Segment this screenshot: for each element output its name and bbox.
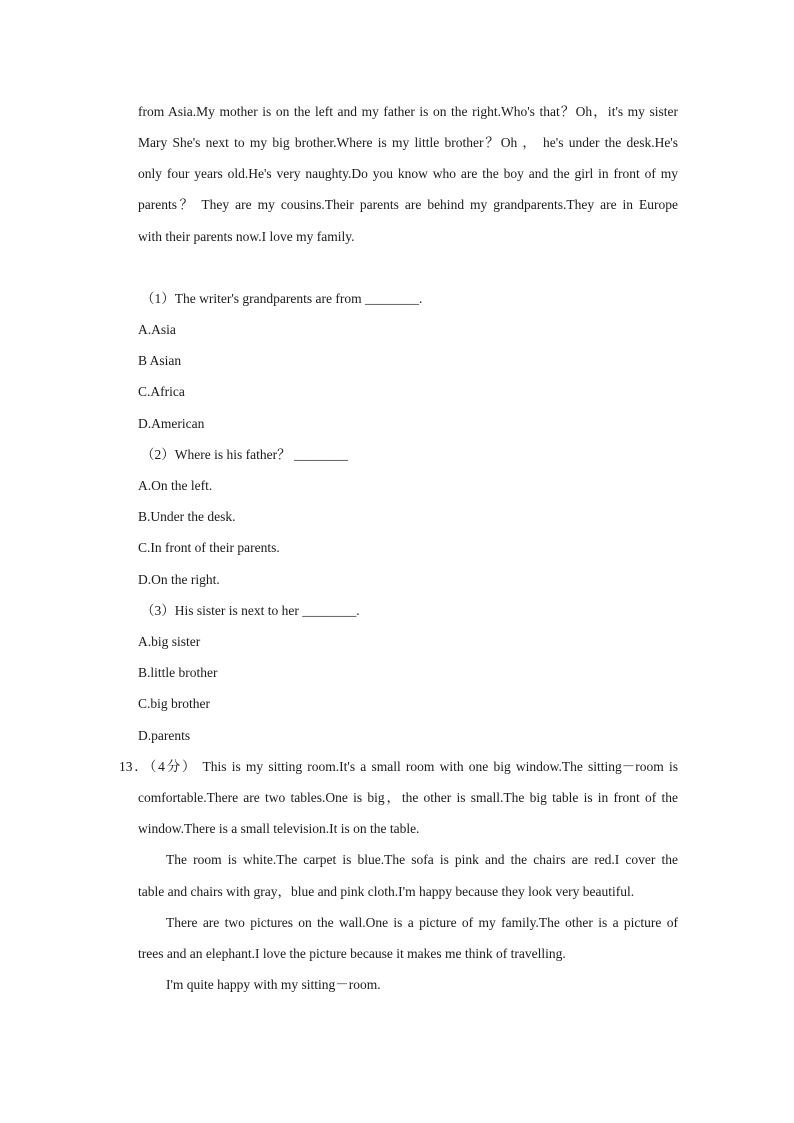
passage-line: from Asia.My mother is on the left and my father is on the right.Who's that？Oh，it's my sister [138,104,678,119]
answer-option: A.big sister [138,634,201,649]
answer-option: A.Asia [138,322,176,337]
passage-line: table and chairs with gray，blue and pink cloth.I'm happy because they look very beautiful. [138,884,635,899]
question-stem: （1）The writer's grandparents are from ________. [141,291,423,306]
passage-line: The room is white.The carpet is blue.The sofa is pink and the chairs are red.I cover the [166,852,678,867]
passage-line: with their parents now.I love my family. [138,229,355,244]
question-stem: （2）Where is his father？ ________ [141,447,348,462]
passage-line: parents？ They are my cousins.Their parents are behind my grandparents.They are in Europe [138,197,678,212]
question-stem: （3）His sister is next to her ________. [141,603,360,618]
answer-option: D.On the right. [138,572,220,587]
passage-line: I'm quite happy with my sitting－room. [166,977,381,992]
answer-option: C.In front of their parents. [138,540,280,555]
passage-line: only four years old.He's very naughty.Do you know who are the boy and the girl in front of my [138,166,678,181]
answer-option: C.big brother [138,696,210,711]
answer-option: D.American [138,416,205,431]
answer-option: B.little brother [138,665,218,680]
answer-option: B Asian [138,353,182,368]
answer-option: B.Under the desk. [138,509,236,524]
question-13-line: 13．（4分） This is my sitting room.It's a small room with one big window.The sitting－room is [119,759,678,774]
answer-option: A.On the left. [138,478,213,493]
answer-option: C.Africa [138,384,185,399]
answer-option: D.parents [138,728,191,743]
passage-line: comfortable.There are two tables.One is big，the other is small.The big table is in front of the [138,790,678,805]
passage-line: window.There is a small television.It is on the table. [138,821,420,836]
passage-line: trees and an elephant.I love the picture because it makes me think of travelling. [138,946,566,961]
passage-line: There are two pictures on the wall.One is a picture of my family.The other is a picture of [166,915,678,930]
passage-line: Mary She's next to my big brother.Where is my little brother？Oh ， he's under the desk.He's [138,135,678,150]
